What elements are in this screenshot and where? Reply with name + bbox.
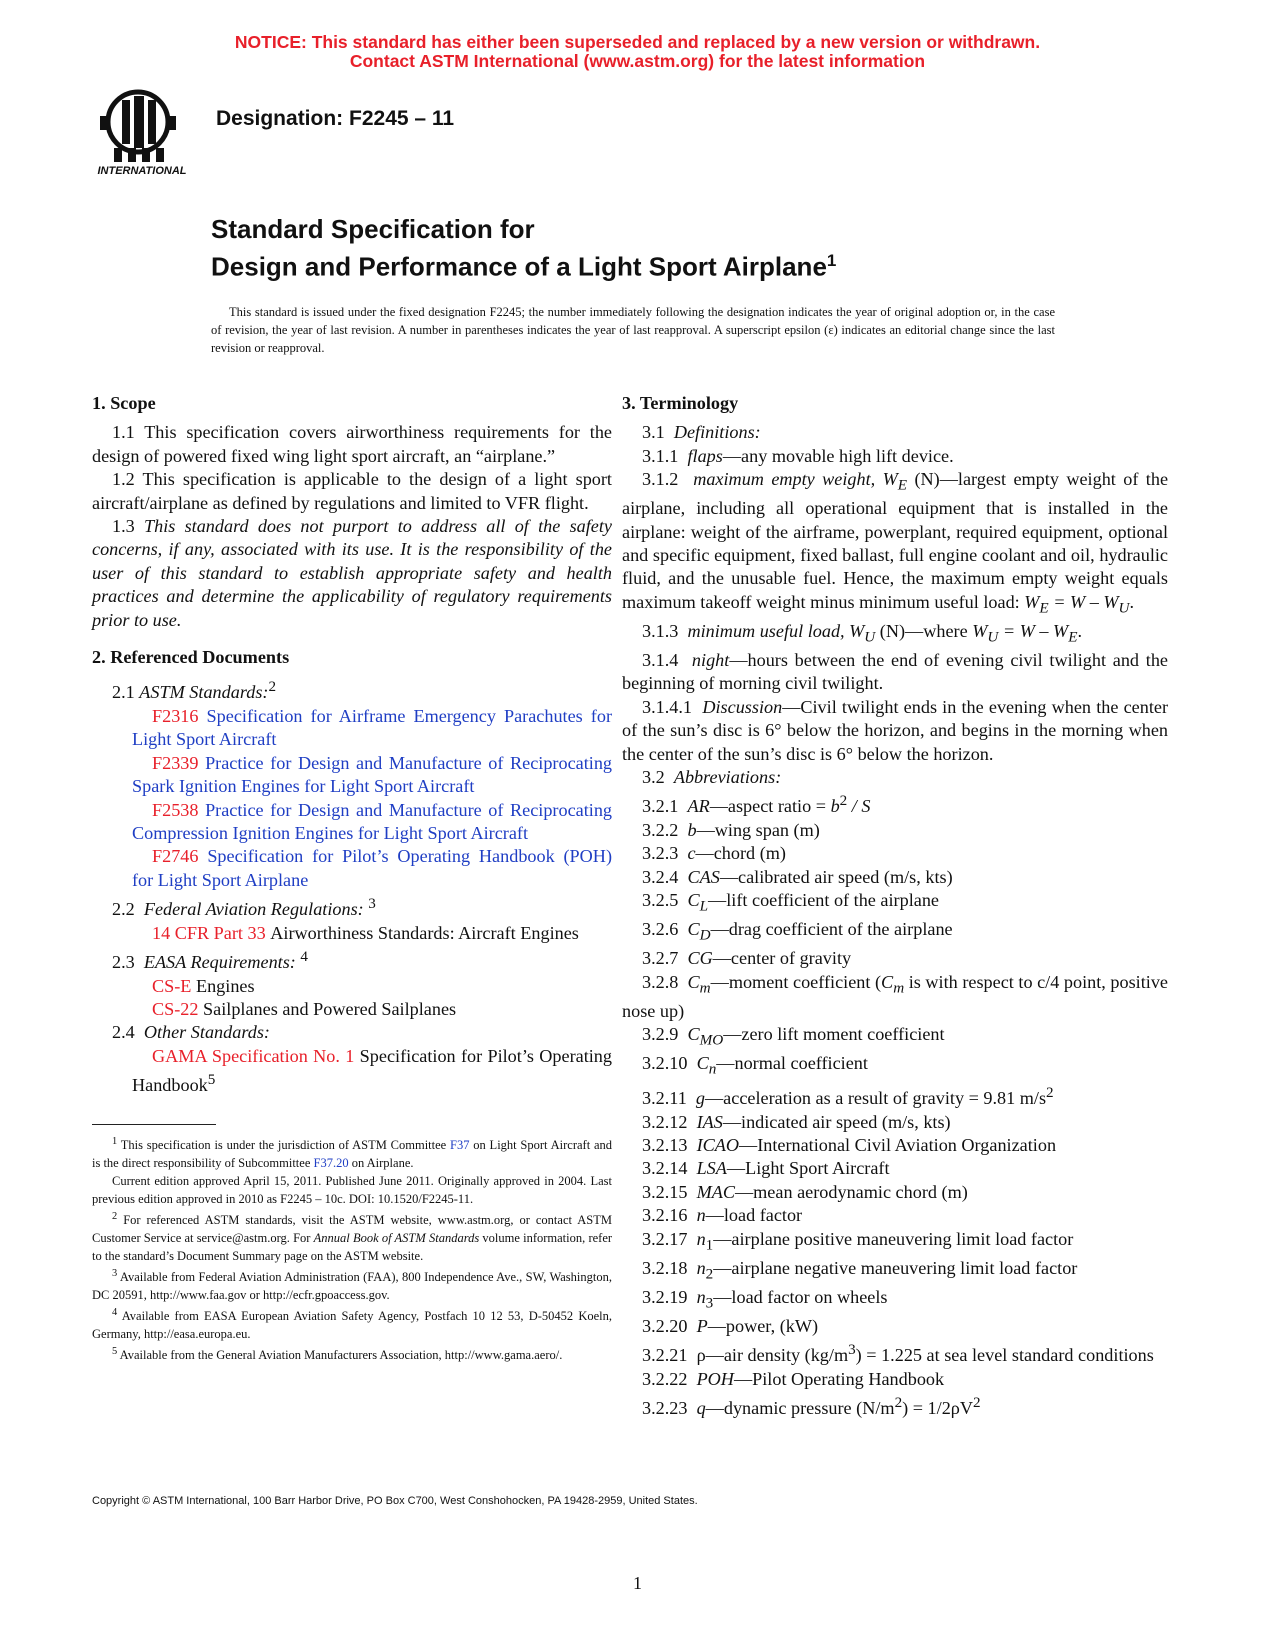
term-3-2-3: 3.2.3 c—chord (m) bbox=[642, 843, 786, 864]
term-3-2-10: 3.2.10 $C_n—normal$ coefficient bbox=[642, 1053, 868, 1078]
link-f2746-code[interactable]: F2746 bbox=[152, 846, 199, 867]
footnote-1: $^1$ This specification is under the jurisdiction of ASTM Committee F37 on Light Sport Aircraft and is the direct responsibility of Subcommittee F37.20 on Airplane. bbox=[92, 1135, 613, 1170]
section-heading-terminology: 3. Terminology bbox=[622, 393, 739, 413]
footnote-4: $^4$ Available from EASA European Aviation Safety Agency, Postfach 10 12 53, D-50452 Koeln, Germany, http://easa.europa.eu. bbox=[92, 1307, 613, 1342]
term-3-2-22: 3.2.22 POH—Pilot Operating Handbook bbox=[642, 1368, 945, 1389]
ref-f2746 bbox=[92, 845, 612, 892]
link-gama-code[interactable]: GAMA Specification No. 1 bbox=[152, 1045, 355, 1066]
term-3-2-14: 3.2.14 LSA—Light Sport Aircraft bbox=[642, 1158, 890, 1179]
link-f37-20[interactable]: F37.20 bbox=[313, 1155, 349, 1170]
link-f2316-title[interactable]: Specification for Airframe Emergency Parachutes for Light Sport Aircraft bbox=[132, 705, 613, 750]
footnote-divider bbox=[92, 1124, 216, 1125]
link-f2538-code[interactable]: F2538 bbox=[152, 799, 199, 820]
right-column bbox=[622, 392, 1168, 1421]
subsection-2-1: 2.1 ASTM Standards:$^2$ bbox=[112, 678, 277, 703]
left-column bbox=[92, 392, 612, 1364]
designation: Designation: F2245 – 11 bbox=[216, 107, 455, 130]
term-3-1-2: 3.1.2 maximum empty weight, $W_E$ (N)—largest empty weight of the airplane, including all operational equipment that is installed in the airplane: weight of the airframe, powerplant, required equipment, optional and specific equipment, fixed ballast, full engine coolant and oil, hydraulic fluid, and the unusable fuel. Hence, the maximum empty weight equals maximum takeoff weight minus minimum useful load: $W_E = W - W_U$. bbox=[622, 469, 1169, 617]
term-3-2-9: 3.2.9 $C_{MO}—zero$ lift moment coefficient bbox=[642, 1024, 945, 1049]
notice-line-2: Contact ASTM International (www.astm.org) for the latest information bbox=[349, 51, 926, 71]
term-3-1: 3.1 Definitions: bbox=[642, 422, 761, 443]
astm-logo bbox=[92, 86, 196, 178]
term-3-2-15: 3.2.15 MAC—mean aerodynamic chord (m) bbox=[642, 1181, 968, 1202]
term-3-1-4: 3.1.4 night—hours between the end of evening civil twilight and the beginning of morning civil twilight. bbox=[622, 649, 1169, 694]
preamble: This standard is issued under the fixed designation F2245; the number immediately following the designation indicates the year of original adoption or, in the case of revision, the year of last revision. A number in parentheses indicates the year of last reapproval. A superscript epsilon (ε) indicates an editorial change since the last revision or reapproval. bbox=[211, 305, 1055, 355]
term-3-1-4-1: 3.1.4.1 Discussion—Civil twilight ends in the evening when the center of the sun’s disc is 6° below the horizon, and begins in the morning when the center of the sun’s disc is 6° below the horizon. bbox=[622, 696, 1168, 764]
term-3-2-2: 3.2.2 b—wing span (m) bbox=[642, 819, 820, 840]
ref-gama: GAMA Specification No. 1 Specification for Pilot’s Operating Handbook$^5$ bbox=[132, 1045, 612, 1096]
term-3-2-7: 3.2.7 CG—center of gravity bbox=[642, 948, 852, 969]
term-3-2-13: 3.2.13 ICAO—International Civil Aviation Organization bbox=[642, 1135, 1057, 1156]
term-3-1-3: 3.1.3 minimum useful load, $W_U$ (N)—where $W_U = W - W_E$. bbox=[642, 620, 1082, 646]
subsection-2-2: 2.2 Federal Aviation Regulations: $^3$ bbox=[112, 895, 376, 920]
paragraph-1-2: 1.2 This specification is applicable to the design of a light sport aircraft/airplane as defined by regulations and limited to VFR flight. bbox=[92, 469, 612, 513]
link-f2339-code[interactable]: F2339 bbox=[152, 752, 199, 773]
term-3-2-18: 3.2.18 $n_2—airplane$ negative maneuvering limit load factor bbox=[642, 1257, 1078, 1283]
term-3-2-17: 3.2.17 $n_1—airplane$ positive maneuvering limit load factor bbox=[642, 1228, 1074, 1254]
term-3-2-8: 3.2.8 $C_m—moment$ coefficient ($C_m$ is with respect to c/4 point, positive nose up) bbox=[622, 971, 1169, 1021]
ref-cs-22: CS-22 Sailplanes and Powered Sailplanes bbox=[152, 998, 457, 1019]
link-cs-e-code[interactable]: CS-E bbox=[152, 975, 192, 996]
document-title bbox=[211, 214, 836, 283]
footnote-3: $^3$ Available from Federal Aviation Administration (FAA), 800 Independence Ave., SW, Washington, DC 20591, http://www.faa.gov or http://ecfr.gpoaccess.gov. bbox=[92, 1267, 612, 1303]
title-line-1: Standard Specification for bbox=[211, 214, 535, 244]
term-3-2-5: 3.2.5 $C_L—lift$ coefficient of the airplane bbox=[642, 890, 939, 915]
title-footnote-ref[interactable]: 1 bbox=[826, 251, 837, 270]
subsection-2-4: 2.4 Other Standards: bbox=[112, 1022, 270, 1043]
section-heading-referenced-documents: 2. Referenced Documents bbox=[92, 647, 290, 668]
link-14-cfr-code[interactable]: 14 CFR Part 33 bbox=[152, 922, 266, 943]
term-3-2-4: 3.2.4 CAS—calibrated air speed (m/s, kts) bbox=[642, 866, 953, 887]
term-3-2-1: 3.2.1 AR—aspect ratio = $b^2$ / S bbox=[642, 792, 871, 817]
term-3-1-1: 3.1.1 flaps—any movable high lift device. bbox=[642, 445, 954, 466]
notice-line-1: NOTICE: This standard has either been superseded and replaced by a new version or withdrawn. bbox=[234, 32, 1041, 52]
link-f2538-title[interactable]: Practice for Design and Manufacture of Reciprocating Compression Ignition Engines for Light Sport Aircraft bbox=[132, 799, 613, 843]
link-f2316-code[interactable]: F2316 bbox=[152, 705, 199, 726]
ref-cs-e: CS-E Engines bbox=[152, 975, 255, 996]
ref-f2538 bbox=[92, 799, 612, 846]
logo-caption: INTERNATIONAL bbox=[97, 165, 187, 177]
footnote-1-edition: Current edition approved April 15, 2011. Published June 2011. Originally approved in 2004. Last previous edition approved in 2010 as F2245 – 10c. DOI: 10.1520/F2245-11. bbox=[92, 1173, 612, 1206]
link-f37[interactable]: F37 bbox=[450, 1137, 470, 1152]
ref-14-cfr-part-33: 14 CFR Part 33 Airworthiness Standards: Aircraft Engines bbox=[152, 922, 579, 943]
link-f2746-title[interactable]: Specification for Pilot’s Operating Handbook (POH) for Light Sport Airplane bbox=[132, 846, 612, 890]
copyright-footer: Copyright © ASTM International, 100 Barr Harbor Drive, PO Box C700, West Conshohocken, PA 19428-2959, United States. bbox=[92, 1495, 698, 1507]
subsection-2-3: 2.3 EASA Requirements: $^4$ bbox=[112, 948, 308, 973]
term-3-2-20: 3.2.20 P—power, (kW) bbox=[642, 1315, 819, 1336]
term-3-2: 3.2 Abbreviations: bbox=[642, 767, 782, 788]
footnote-2: $^2$ For referenced ASTM standards, visit the ASTM website, www.astm.org, or contact ASTM Customer Service at service@astm.org. For Annual Book of ASTM Standards volume information, refer to the standard’s Document Summary page on the ASTM website. bbox=[92, 1210, 613, 1263]
paragraph-1-1: 1.1 This specification covers airworthiness requirements for the design of powered fixed wing light sport aircraft, an “airplane.” bbox=[92, 422, 612, 466]
ref-f2316 bbox=[92, 705, 612, 752]
title-line-2: Design and Performance of a Light Sport Airplane bbox=[211, 251, 827, 282]
term-3-2-6: 3.2.6 $C_D—drag$ coefficient of the airplane bbox=[642, 919, 953, 944]
link-f2339-title[interactable]: Practice for Design and Manufacture of Reciprocating Spark Ignition Engines for Light Sport Aircraft bbox=[132, 752, 613, 797]
term-3-2-16: 3.2.16 n—load factor bbox=[642, 1205, 803, 1226]
paragraph-1-3: 1.3 This standard does not purport to address all of the safety concerns, if any, associated with its use. It is the responsibility of the user of this standard to establish appropriate safety and health practices and determine the applicability of regulatory requirements prior to use. bbox=[92, 516, 612, 630]
term-3-2-21: 3.2.21 ρ—air density $(kg/m^3) = 1.225$ at sea level standard conditions bbox=[642, 1341, 1154, 1366]
notice-banner bbox=[0, 33, 1275, 71]
term-3-2-23: 3.2.23 q—dynamic pressure $(N/m^2) = 1/2\rho V^2$ bbox=[642, 1394, 981, 1419]
section-heading-scope: 1. Scope bbox=[92, 393, 156, 413]
term-3-2-11: 3.2.11 g—acceleration as a result of gravity = 9.81 $m/s^2$ bbox=[642, 1084, 1054, 1109]
term-3-2-12: 3.2.12 IAS—indicated air speed (m/s, kts) bbox=[642, 1111, 951, 1132]
ref-f2339 bbox=[92, 752, 612, 799]
link-cs-22-code[interactable]: CS-22 bbox=[152, 998, 199, 1019]
term-3-2-19: 3.2.19 $n_3—load$ factor on wheels bbox=[642, 1286, 888, 1312]
page-number: 1 bbox=[633, 1573, 642, 1593]
footnote-5: $^5$ Available from the General Aviation Manufacturers Association, http://www.gama.aero/. bbox=[112, 1346, 563, 1363]
